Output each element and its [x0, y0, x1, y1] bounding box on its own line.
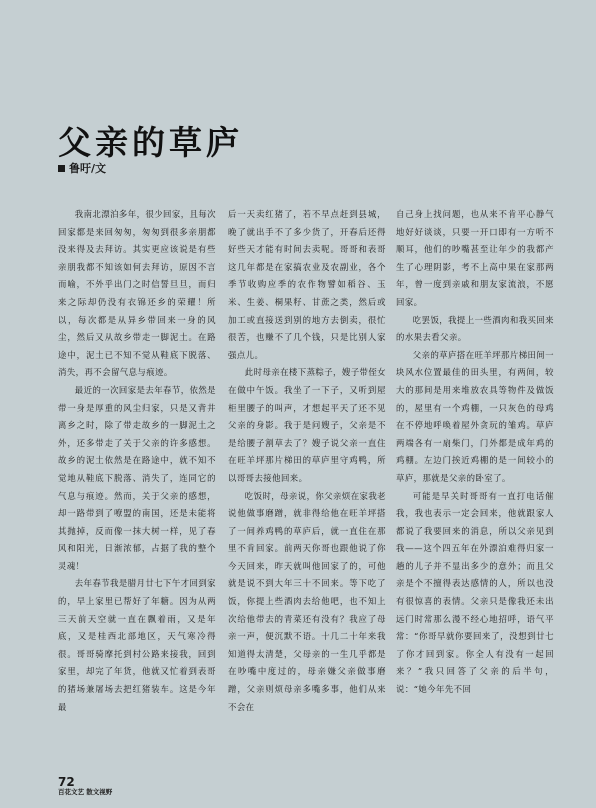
- paragraph: 自己身上找问题，也从来不肯平心静气地好好谈谈，只要一开口即有一方听不顺耳，他们的吵嘴甚至让年少的我都产生了心理阴影，考不上高中果在家那两年，曾一度到亲戚和朋友家流浪，不愿回家。: [396, 209, 554, 307]
- paragraph: 吃饭时，母亲说，你父亲烦在家我老说他做事磨蹭，就非得给他在旺羊坪搭了一间养鸡鸭的草庐后，就一直住在那里不肯回家。前两天你哥也跟他说了你今天回来，昨天就叫他回家了的，可他就是说不到大年三十不回来。等下吃了饭，你提上些酒肉去给他吧，也不知上次给他带去的青菜还有没有？我应了母亲一声，便沉默不语。十几二十年来我知道得太清楚，父母亲的一生几乎都是在吵嘴中度过的，母亲嫌父亲做事磨蹭，父亲则烦母亲多嘴多事，他们从来不会在: [228, 490, 386, 712]
- paragraph: 最近的一次回家是去年春节，依然是带一身是厚重的风尘归家，只是又背井离乡之时，除了带走故乡的一脚泥土之外，还多带走了关于父亲的许多感想。故乡的泥土依然是在路途中，就不知不觉地从鞋底下脱落、消失了，连同它的气息与痕迹。然而，关于父亲的感想，却一路带到了嘹盟的南国，还是未能将其抛掉，反而像一抹大树一样，见了春风和阳光，日渐浓郁，占据了我的整个灵魂！: [58, 384, 216, 571]
- paragraph: 吃罢饭，我提上一些酒肉和我买回来的水果去看父亲。: [396, 314, 554, 343]
- text-column-2: [228, 206, 386, 716]
- magazine-name: 百花文艺 散文视野: [58, 788, 113, 796]
- paragraph: 去年春节我是腊月廿七下午才回到家的，早上家里已帮好了年糖。因为从两三天前天空就一直在飘着雨，又是年底，又是桂西北部地区，天气寒冷得很。哥哥骑摩托到村公路来接我，回到家里，却完了年货，他就又忙着到表哥的猪场兼屠场去把红猪装车。这是今年最: [58, 578, 216, 712]
- paragraph: 我南北漂泊多年，很少回家，且每次回家都是来回匆匆，匆匆到很多亲朋都没来得及去拜访。其实更应该说是有些亲朋我都不知该如何去拜访，原因不言而喻，不外乎出门之时信誓旦旦，而归来之际却仍没有衣锦还乡的荣耀！所以，每次都是从异乡带回来一身的风尘，然后又从故乡带走一脚泥土。在路途中，泥土已不知不觉从鞋底下脱落、消失，再不会留气息与痕迹。: [58, 209, 216, 378]
- author-credit: 鲁吁/文: [69, 162, 107, 175]
- paragraph: 父亲的草庐搭在旺羊坪那片梯田间一块风水位置最佳的田头里，有两间，较大的那间是用来堆放农具等物件及做饭的，屋里有一个鸡棚，一只灰色的母鸡在不停地呼唤着屋外贪玩的雏鸡。草庐两端各有一扇柴门，门外都是成年鸡的鸡棚。左边门挨近鸡棚的是一间较小的草庐，那就是父亲的卧室了。: [396, 349, 554, 483]
- paragraph: 可能是早关时哥哥有一直打电话催我，我也表示一定会回来，他就跟家人都说了我要回来的消息，所以父亲见到我——这个四五年在外漂泊难得归家一趟的儿子并不显出多少的意外；而且父亲是个不擅得表达感情的人，所以也没有很惊喜的表情。父亲只是像我还未出远门时常那么漫不经心地招呼，语气平常：“你哥早就你要回来了，没想到廿七了你才回到家。你全人有没有一起回来？”我只回答了父亲的后半句，说：“她今年先不回: [396, 490, 554, 695]
- page-number: 72: [58, 775, 75, 789]
- byline: [58, 160, 106, 176]
- page-footer: [58, 776, 112, 796]
- text-column-1: [58, 206, 216, 716]
- paragraph: 此时母亲在楼下蒸粽子，嫂子带侄女在做中午饭。我坐了一下子，又听到屋柜里腰子的叫声，才想起平天了还不见父亲的身影。我于是问嫂子，父亲是不是给腰子割草去了？嫂子说父亲一直住在旺羊坪那片梯田的草庐里守鸡鸭，所以哥哥去接他回来。: [228, 367, 386, 483]
- article-title: 父亲的草庐: [58, 123, 243, 162]
- paragraph: 后一天卖红猪了，若不早点赶到县城，晚了就出手不了多少货了，开春后还得好些天才能有时间去卖呢。哥哥和表哥这几年都是在家搞农业及农副业，各个季节收购应季的农作物譬如稻谷、玉米、生姜、桐果籽、甘蔗之类，然后或加工或直接送到别的地方去倒卖，很忙很苦，也赚不了几个钱，只是比别人家强点儿。: [228, 209, 386, 360]
- text-column-3: [396, 206, 554, 699]
- byline-square-marker: [58, 165, 65, 172]
